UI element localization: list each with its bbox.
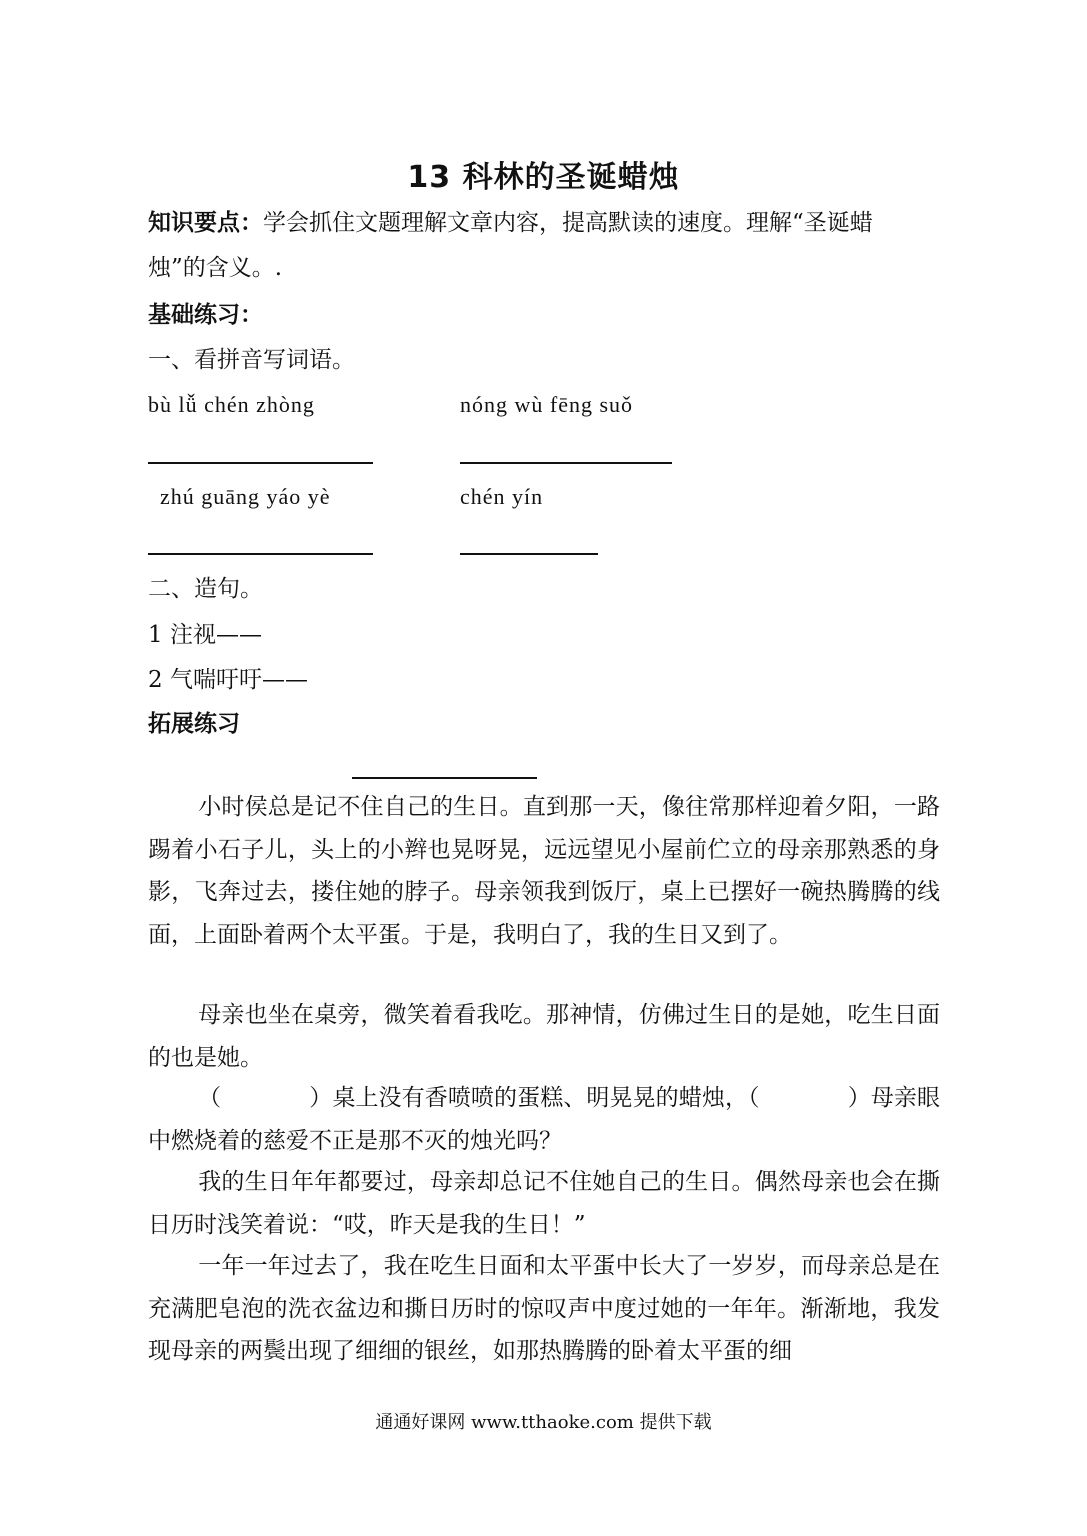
- pinyin-1: bù lǚ chén zhòng: [148, 392, 315, 417]
- passage-paragraph-1: 小时侯总是记不住自己的生日。直到那一天，像往常那样迎着夕阳，一路踢着小石子儿，头上的小辫也晃呀晃，远远望见小屋前伫立的母亲那熟悉的身影，飞奔过去，搂住她的脖子。母亲领我到饭厅，桌上已摆好一碗热腾腾的线面，上面卧着两个太平蛋。于是，我明白了，我的生日又到了。: [148, 794, 940, 948]
- knowledge-line-1: [148, 206, 873, 240]
- sentence-item-1: [148, 618, 262, 652]
- sentence-num-2: 2: [148, 667, 163, 693]
- sentence-item-2: [148, 663, 308, 697]
- q2-heading: 二、造句。: [148, 576, 263, 602]
- blank-close-1: ）: [309, 1085, 333, 1111]
- blank-open-2: （: [748, 1085, 760, 1111]
- passage-paragraph-3: （ ）桌上没有香喷喷的蛋糕、明晃晃的蜡烛，（ ）母亲眼中燃烧着的慈爱不正是那不灭的烛光吗？: [148, 1085, 941, 1154]
- pinyin-4: chén yín: [460, 484, 544, 509]
- extension-heading: 拓展练习: [148, 711, 240, 737]
- page-footer: 通通好课网 www.tthaoke.com 提供下载: [375, 1412, 712, 1433]
- sentence-word-2: 气喘吁吁——: [169, 667, 308, 693]
- passage-paragraph-2: 母亲也坐在桌旁，微笑着看我吃。那神情，仿佛过生日的是她，吃生日面的也是她。: [148, 1002, 940, 1071]
- answer-line-1: [148, 462, 373, 464]
- pinyin-2: nóng wù fēng suǒ: [460, 392, 634, 417]
- pinyin-3: zhú guāng yáo yè: [160, 484, 331, 509]
- basic-heading: 基础练习：: [148, 302, 263, 328]
- knowledge-label: 知识要点：: [148, 210, 263, 236]
- blank-close-2: ）: [847, 1085, 871, 1111]
- sentence-word-1: 注视——: [169, 622, 262, 648]
- knowledge-text-2: 烛”的含义。.: [148, 255, 283, 281]
- passage-paragraph-4: 我的生日年年都要过，母亲却总记不住她自己的生日。偶然母亲也会在撕日历时浅笑着说：“哎，昨天是我的生日！”: [148, 1169, 940, 1238]
- sentence-num-1: 1: [148, 622, 163, 648]
- knowledge-text-1: 学会抓住文题理解文章内容，提高默读的速度。理解“圣诞蜡: [263, 210, 873, 236]
- answer-line-2: [460, 462, 672, 464]
- page-title: 13 科林的圣诞蜡烛: [407, 160, 680, 195]
- passage-paragraph-5: 一年一年过去了，我在吃生日面和太平蛋中长大了一岁岁，而母亲总是在充满肥皂泡的洗衣盆边和撕日历时的惊叹声中度过她的一年年。渐渐地，我发现母亲的两鬓出现了细细的银丝，如那热腾腾的卧着太平蛋的细: [148, 1253, 940, 1364]
- answer-line-4: [460, 553, 598, 555]
- q1-heading: 一、看拼音写词语。: [148, 347, 355, 373]
- passage-title-blank: [352, 777, 537, 779]
- blank-open-1: （: [198, 1085, 222, 1111]
- answer-line-3: [148, 553, 373, 555]
